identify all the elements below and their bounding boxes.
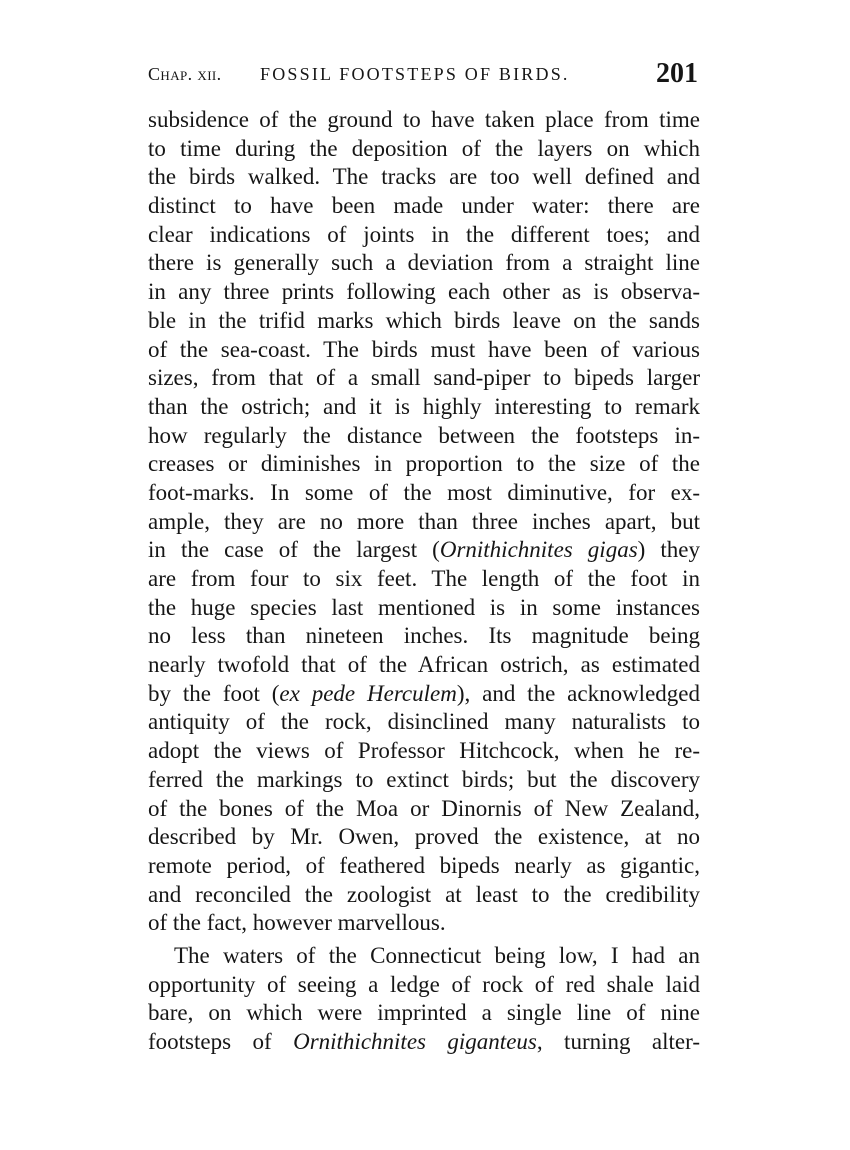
text-run: the birds walked. The tracks are too well defined and (148, 164, 700, 190)
text-run: of the sea-coast. The birds must have been of various (148, 336, 700, 362)
text-run: creases or diminishes in proportion to the size of the (148, 451, 700, 477)
text-line (148, 192, 700, 221)
text-run: ble in the trifid marks which birds leave on the sands (148, 307, 700, 333)
text-line (148, 422, 700, 451)
text-run: the huge species last mentioned is in some instances (148, 594, 700, 620)
text-line (148, 708, 700, 737)
text-line (148, 249, 700, 278)
text-run: ) they (637, 537, 700, 563)
text-run: no less than nineteen inches. Its magnitude being (148, 623, 700, 649)
italic-text: Ornithichnites giganteus (293, 1029, 537, 1054)
text-line (148, 622, 700, 651)
italic-text: Ornithichnites gigas (439, 537, 638, 563)
text-run: bare, on which were imprinted a single line of nine (148, 1000, 700, 1026)
text-run: described by Mr. Owen, proved the existence, at no (148, 824, 700, 850)
text-line (148, 594, 700, 623)
text-run: footsteps of (148, 1029, 294, 1054)
text-run: The waters of the Connecticut being low, I had an (174, 942, 700, 968)
text-line (148, 651, 700, 680)
body-text (148, 106, 700, 1057)
paragraph (148, 942, 700, 1057)
running-title: FOSSIL FOOTSTEPS OF BIRDS. (260, 64, 570, 84)
text-line (148, 971, 700, 1000)
text-run: subsidence of the ground to have taken place from time (148, 107, 700, 132)
text-run: foot-marks. In some of the most diminutive, for ex- (148, 479, 700, 505)
text-line (148, 737, 700, 766)
text-run: ample, they are no more than three inches apart, but (148, 508, 700, 534)
text-run: antiquity of the rock, disinclined many naturalists to (148, 709, 700, 735)
text-run: and reconciled the zoologist at least to the credibility (148, 881, 700, 907)
chapter-label: Chap. xii. (148, 64, 222, 84)
text-line (148, 364, 700, 393)
text-run: nearly twofold that of the African ostrich, as estimated (148, 652, 700, 678)
text-line (148, 278, 700, 307)
text-line (148, 942, 700, 971)
text-line (148, 106, 700, 135)
text-line (148, 565, 700, 594)
text-run: there is generally such a deviation from a straight line (148, 250, 700, 276)
text-line (148, 450, 700, 479)
text-line (148, 393, 700, 422)
text-line (148, 766, 700, 795)
text-run: of the fact, however marvellous. (148, 910, 446, 936)
text-run: are from four to six feet. The length of the foot in (148, 566, 700, 591)
text-run: by the foot ( (148, 680, 280, 706)
text-run: clear indications of joints in the different toes; and (148, 221, 700, 247)
text-line (148, 307, 700, 336)
text-line (148, 163, 700, 192)
running-head (148, 58, 700, 94)
text-line (148, 909, 700, 938)
text-line (148, 999, 700, 1028)
text-line (148, 852, 700, 881)
text-line (148, 1028, 700, 1057)
text-run: in the case of the largest ( (148, 537, 440, 563)
text-line (148, 881, 700, 910)
text-run: of the bones of the Moa or Dinornis of New Zealand, (148, 795, 700, 821)
text-run: sizes, from that of a small sand-piper to bipeds larger (148, 365, 700, 391)
text-run: opportunity of seeing a ledge of rock of red shale laid (148, 971, 700, 997)
text-run: how regularly the distance between the footsteps in- (148, 422, 700, 448)
text-run: remote period, of feathered bipeds nearly as gigantic, (148, 852, 700, 878)
italic-text: ex pede Herculem (279, 680, 457, 706)
text-run: distinct to have been made under water: there are (148, 193, 700, 219)
text-line (148, 508, 700, 537)
page-number: 201 (656, 58, 698, 89)
text-line (148, 536, 700, 565)
text-line (148, 336, 700, 365)
text-line (148, 221, 700, 250)
text-run: to time during the deposition of the layers on which (148, 135, 700, 161)
text-line (148, 135, 700, 164)
text-run: adopt the views of Professor Hitchcock, when he re- (148, 738, 700, 764)
text-line (148, 823, 700, 852)
text-line (148, 795, 700, 824)
text-line (148, 680, 700, 709)
text-run: ferred the markings to extinct birds; but the discovery (148, 766, 700, 792)
text-run: ), and the acknowledged (456, 680, 700, 706)
paragraph (148, 106, 700, 938)
text-run: , turning alter- (536, 1029, 700, 1054)
text-run: than the ostrich; and it is highly interesting to remark (148, 393, 700, 419)
text-line (148, 479, 700, 508)
text-run: in any three prints following each other as is observa- (148, 279, 700, 305)
